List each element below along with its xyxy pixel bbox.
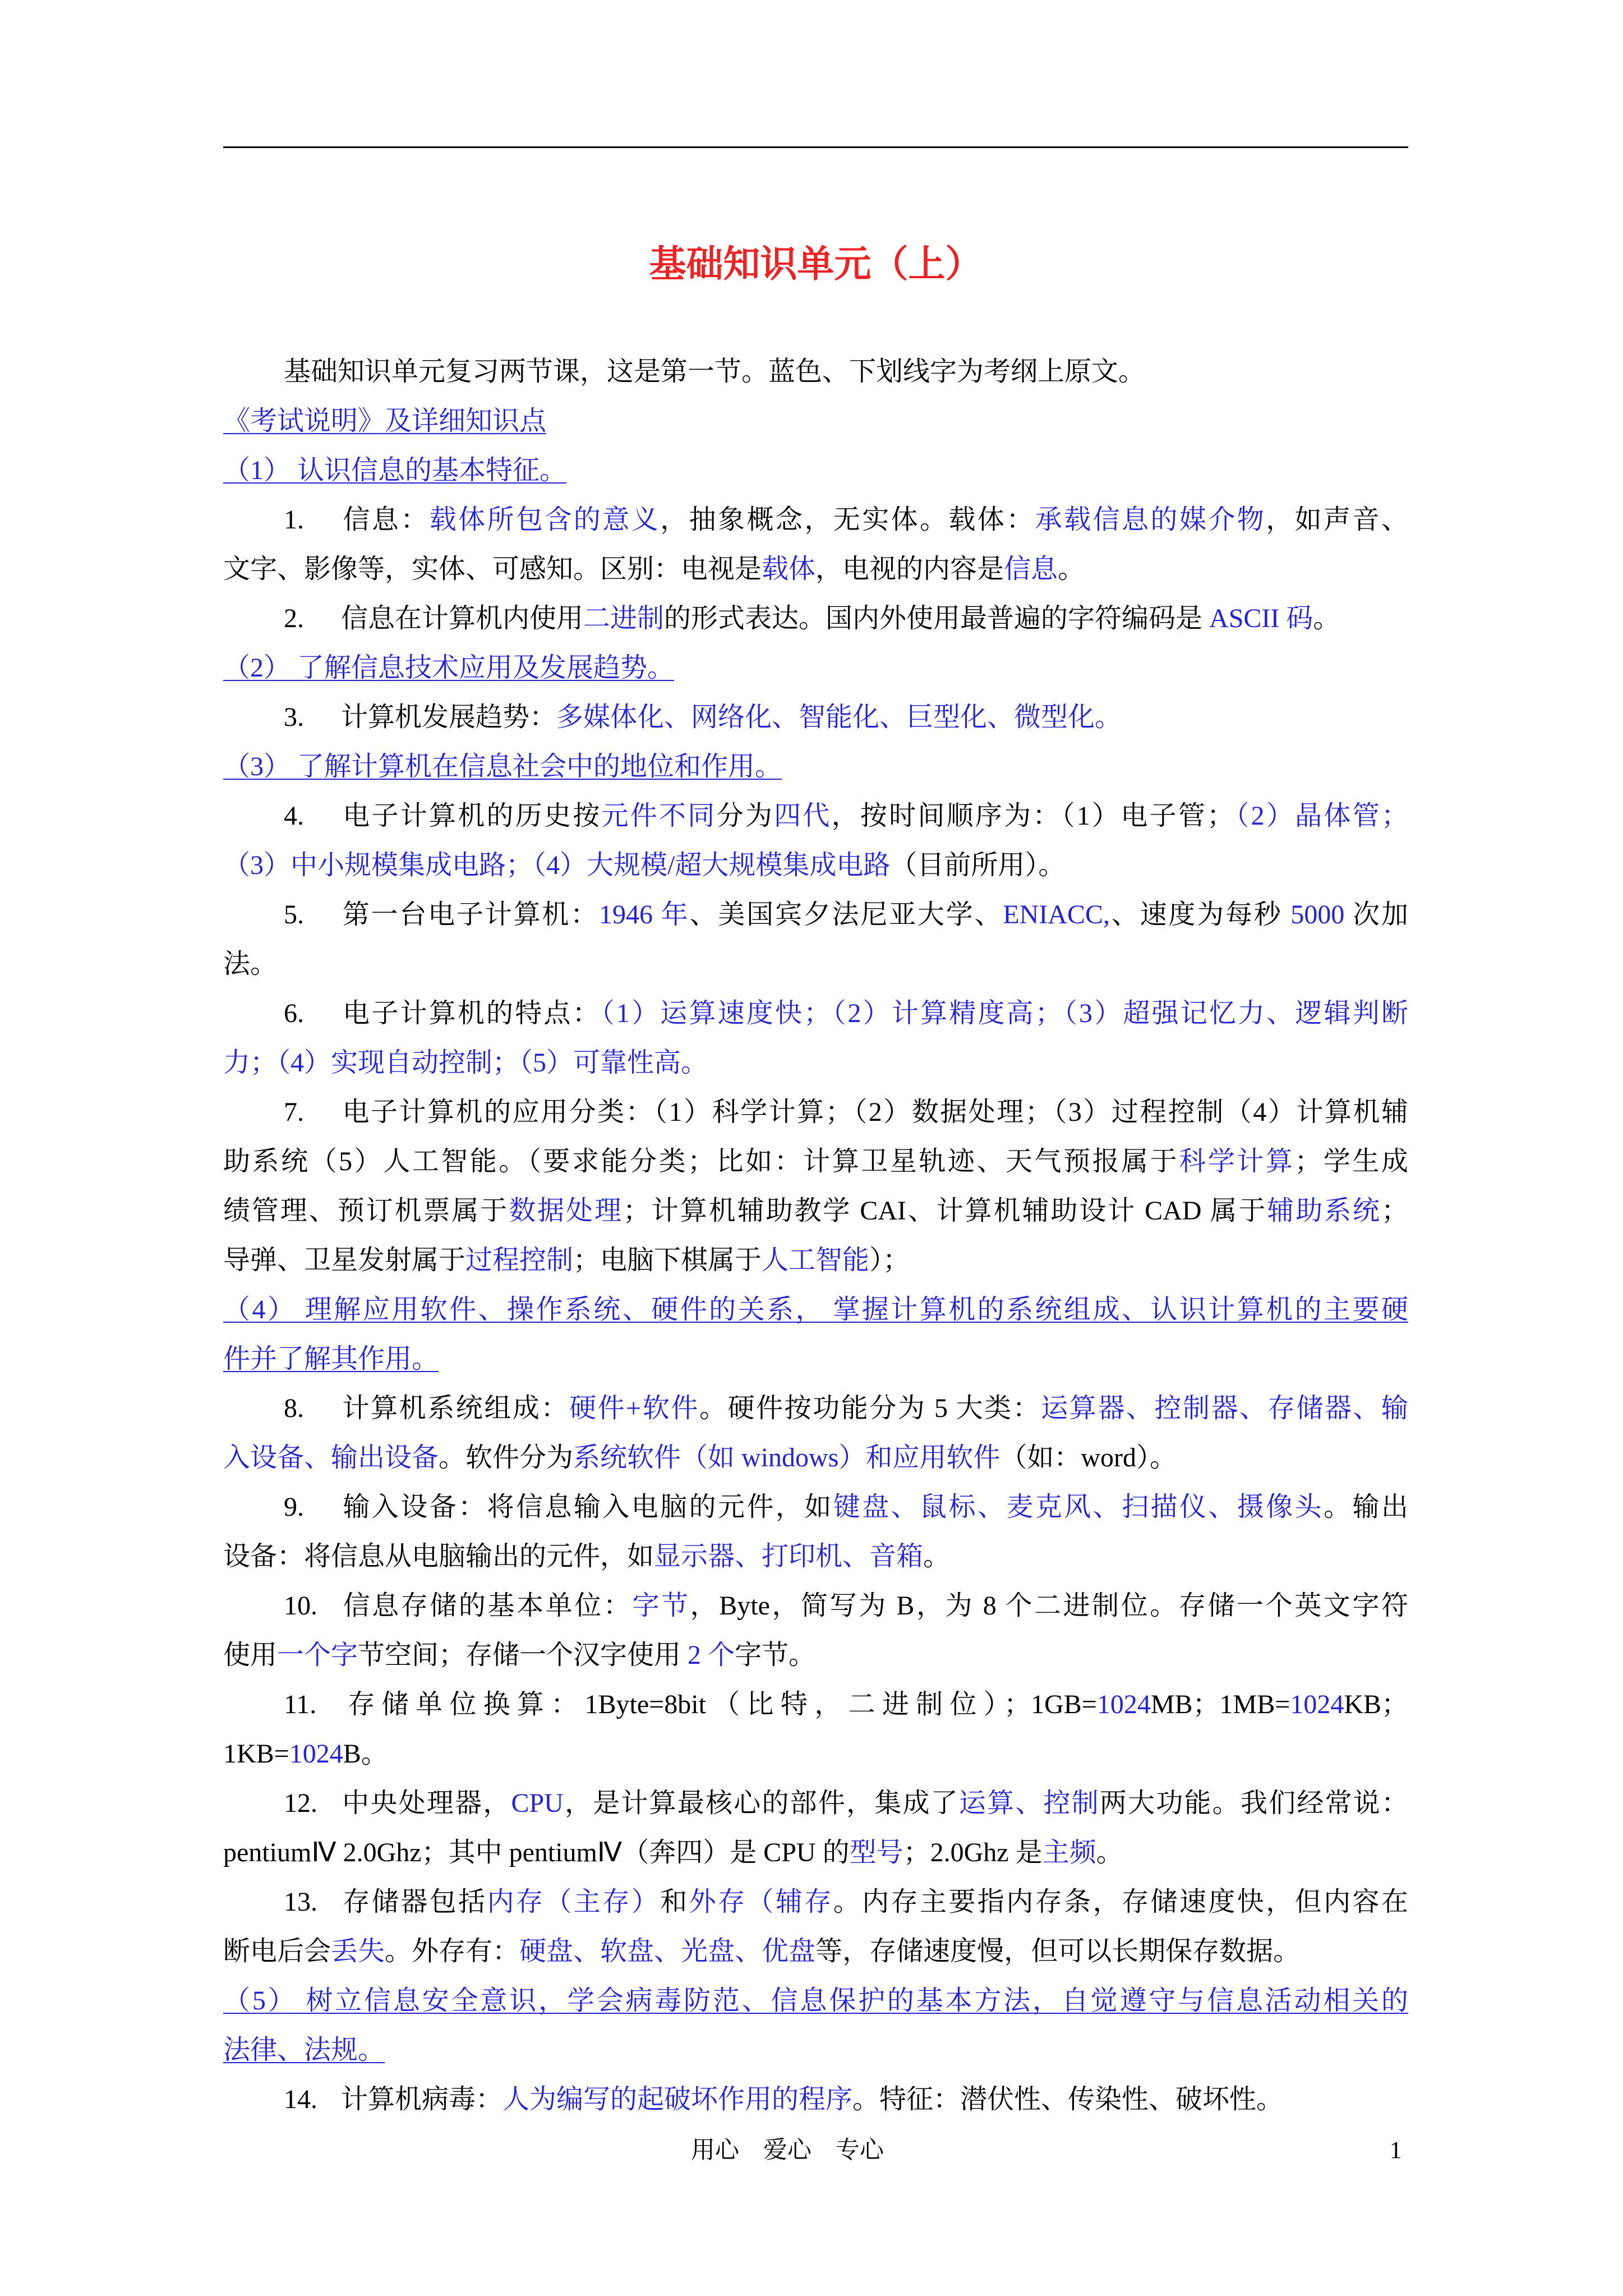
syllabus-text: 主频: [1042, 1838, 1096, 1867]
syllabus-standard: [223, 742, 1408, 792]
point-number: 10.: [284, 1591, 317, 1621]
point-number: 8.: [284, 1393, 304, 1423]
syllabus-text: 系统软件（如 windows）和应用软件: [573, 1443, 1000, 1473]
syllabus-text: （3） 了解计算机在信息社会中的地位和作用。: [223, 752, 782, 781]
text-line: [223, 1236, 1408, 1285]
text-line: [223, 1038, 1408, 1088]
syllabus-text: 1024: [1096, 1690, 1151, 1719]
body-text: KB；: [1344, 1690, 1408, 1719]
body-text: 文字、影像等，实体、可感知。区别：电视是: [223, 554, 762, 584]
body-text: 两大功能。我们经常说：: [1099, 1788, 1408, 1818]
syllabus-text: 运算器、控制器、存储器、输: [1041, 1393, 1408, 1423]
intro-paragraph: [223, 347, 1408, 397]
syllabus-text: CPU: [511, 1788, 564, 1818]
point-number: 12.: [284, 1788, 317, 1818]
syllabus-text: 2 个: [688, 1640, 735, 1670]
body-text: 助系统（5）人工智能。（要求能分类；比如：计算卫星轨迹、天气预报属于: [223, 1147, 1179, 1176]
syllabus-text: 丢失: [331, 1936, 385, 1966]
text-line: [223, 1384, 1408, 1433]
body-text: 计算机系统组成：: [341, 1393, 570, 1423]
body-text: ，如声音、: [1266, 505, 1408, 535]
syllabus-standard: [223, 1285, 1408, 1384]
syllabus-text: ASCII 码: [1209, 604, 1313, 633]
syllabus-standard: [223, 446, 1408, 495]
body-text: 设备：将信息从电脑输出的元件，如: [223, 1542, 654, 1571]
point-number: 9.: [284, 1492, 304, 1522]
syllabus-text: 人为编写的起破坏作用的程序: [502, 2085, 853, 2114]
text-line: [223, 841, 1408, 890]
body-text: ，抽象概念，无实体。载体：: [660, 505, 1035, 535]
point-number: 13.: [284, 1887, 317, 1917]
body-text: 信息在计算机内使用: [341, 604, 584, 633]
body-text: 法。: [223, 949, 278, 979]
syllabus-standard: [223, 1976, 1408, 2075]
point-number: 6.: [284, 999, 304, 1028]
knowledge-point: [223, 890, 1408, 989]
text-line: [223, 1729, 1408, 1779]
syllabus-text: （3）中小规模集成电路；（4）大规模/超大规模集成电路: [223, 850, 891, 880]
syllabus-text: 二进制: [583, 604, 665, 633]
syllabus-text: 运算、控制: [958, 1788, 1100, 1818]
page-title: 基础知识单元（上）: [649, 244, 983, 285]
syllabus-text: 力；（4）实现自动控制；（5）可靠性高。: [223, 1048, 708, 1078]
syllabus-heading-text: 《考试说明》及详细知识点: [223, 406, 547, 436]
body-text: （如：word）。: [1000, 1443, 1177, 1473]
syllabus-text: 信息: [1004, 554, 1058, 584]
knowledge-point: [223, 1779, 1408, 1878]
text-line: [223, 1186, 1408, 1236]
document-body: [223, 347, 1408, 2124]
syllabus-text: （2）晶体管；: [1234, 801, 1408, 831]
syllabus-text: 四代: [774, 801, 832, 831]
body-text: ；计算机辅助教学 CAI、计算机辅助设计 CAD 属于: [623, 1196, 1267, 1226]
syllabus-text: 载体: [762, 554, 816, 584]
body-text: 电子计算机的历史按: [341, 801, 602, 831]
body-text: ；2.0Ghz 是: [903, 1838, 1043, 1867]
point-number: 7.: [284, 1097, 304, 1127]
knowledge-point: [223, 594, 1408, 643]
text-line: [223, 1532, 1408, 1581]
body-text: 。特征：潜伏性、传染性、破坏性。: [852, 2085, 1284, 2114]
text-line: [223, 1483, 1408, 1532]
syllabus-text: 元件不同: [601, 801, 717, 831]
syllabus-text: 硬件+软件: [569, 1393, 699, 1423]
text-line: [223, 693, 1408, 742]
body-text: （目前所用）。: [890, 850, 1066, 880]
body-text: 。内存主要指内存条，存储速度快，但内容在: [833, 1887, 1408, 1917]
body-text: 信息存储的基本单位：: [341, 1591, 633, 1621]
syllabus-text: 人工智能: [762, 1245, 870, 1275]
text-line: [223, 792, 1408, 841]
body-text: MB；1MB=: [1150, 1690, 1290, 1719]
text-line: [223, 1285, 1408, 1335]
body-text: 。输出: [1324, 1492, 1408, 1522]
syllabus-text: （4） 理解应用软件、操作系统、硬件的关系， 掌握计算机的系统组成、认识计算机的主要硬: [223, 1295, 1408, 1324]
text-line: [223, 989, 1408, 1038]
body-text: 分为: [716, 801, 774, 831]
point-number: 14.: [284, 2085, 317, 2114]
syllabus-text: 5000: [1290, 900, 1345, 930]
syllabus-text: 科学计算: [1179, 1147, 1295, 1176]
syllabus-text: 件并了解其作用。: [223, 1344, 439, 1374]
point-number: 4.: [284, 801, 304, 831]
syllabus-text: 过程控制: [465, 1245, 574, 1275]
syllabus-text: （1） 认识信息的基本特征。: [223, 455, 567, 485]
body-text: 电子计算机的特点：: [341, 999, 601, 1028]
knowledge-point: [223, 693, 1408, 742]
body-text: 存储单位换算：1Byte=8bit（比特，二进制位）；1GB=: [341, 1690, 1097, 1719]
text-line: [223, 1433, 1408, 1483]
body-text: 信息：: [341, 505, 430, 535]
body-text: ；学生成: [1294, 1147, 1408, 1176]
syllabus-text: 字节: [632, 1591, 690, 1621]
body-text: 次加: [1344, 900, 1408, 930]
body-text: 第一台电子计算机：: [341, 900, 599, 930]
point-number: 5.: [284, 900, 304, 930]
text-line: [223, 1335, 1408, 1384]
knowledge-blocks: [223, 446, 1408, 2124]
knowledge-point: [223, 792, 1408, 890]
page-number: 1: [1390, 2137, 1402, 2164]
body-text: 等，存储速度慢，但可以长期保存数据。: [815, 1936, 1301, 1966]
text-line: [223, 594, 1408, 643]
body-text: 1KB=: [223, 1739, 289, 1769]
body-text: 。软件分为: [439, 1443, 574, 1473]
body-text: ，按时间顺序为：（1）电子管；: [831, 801, 1234, 831]
body-text: 。: [1096, 1838, 1123, 1867]
body-text: 。硬件按功能分为 5 大类：: [699, 1393, 1041, 1423]
body-text: 断电后会: [223, 1936, 331, 1966]
text-line: [223, 643, 1408, 693]
body-text: 节空间；存储一个汉字使用: [358, 1640, 688, 1670]
text-line: [223, 1137, 1408, 1186]
text-line: [223, 1976, 1408, 2026]
knowledge-point: [223, 495, 1408, 594]
body-text: 绩管理、预订机票属于: [223, 1196, 509, 1226]
body-text: 的形式表达。国内外使用最普遍的字符编码是: [664, 604, 1210, 633]
syllabus-text: 1946 年: [598, 900, 690, 930]
syllabus-standard: [223, 643, 1408, 693]
body-text: ；电脑下棋属于: [573, 1245, 762, 1275]
text-line: [223, 446, 1408, 495]
syllabus-text: 1024: [289, 1739, 343, 1769]
syllabus-text: 多媒体化、网络化、智能化、巨型化、微型化。: [556, 702, 1122, 732]
text-line: [223, 1828, 1408, 1878]
knowledge-point: [223, 1384, 1408, 1483]
knowledge-point: [223, 2075, 1408, 2124]
body-text: 中央处理器，: [341, 1788, 511, 1818]
syllabus-text: 载体所包含的意义: [429, 505, 661, 535]
knowledge-point: [223, 1581, 1408, 1680]
body-text: 字节。: [735, 1640, 816, 1670]
knowledge-point: [223, 1088, 1408, 1285]
body-text: 。: [923, 1542, 951, 1571]
text-line: [223, 742, 1408, 792]
body-text: 计算机病毒：: [341, 2085, 503, 2114]
header-rule: [223, 146, 1408, 148]
body-text: pentiumⅣ 2.0Ghz；其中 pentiumⅣ（奔四）是 CPU 的: [223, 1838, 850, 1867]
syllabus-text: 键盘、鼠标、麦克风、扫描仪、摄像头: [833, 1492, 1324, 1522]
syllabus-text: 一个字: [277, 1640, 358, 1670]
body-text: 。: [1313, 604, 1340, 633]
body-text: ）；: [869, 1245, 910, 1275]
knowledge-point: [223, 989, 1408, 1088]
body-text: 计算机发展趋势：: [341, 702, 557, 732]
syllabus-text: （1）运算速度快；（2）计算精度高；（3）超强记忆力、逻辑判断: [601, 999, 1408, 1028]
knowledge-point: [223, 1483, 1408, 1581]
body-text: 存储器包括: [341, 1887, 487, 1917]
syllabus-text: 法律、法规。: [223, 2035, 385, 2065]
text-line: [223, 2075, 1408, 2124]
syllabus-text: 型号: [849, 1838, 903, 1867]
text-line: [223, 1680, 1408, 1729]
body-text: 使用: [223, 1640, 278, 1670]
body-text: 、美国宾夕法尼亚大学、: [689, 900, 1003, 930]
knowledge-point: [223, 1680, 1408, 1779]
syllabus-text: 入设备、输出设备: [223, 1443, 439, 1473]
text-line: [223, 890, 1408, 940]
syllabus-text: 内存（主存）: [487, 1887, 661, 1917]
text-line: [223, 1088, 1408, 1137]
body-text: 和: [660, 1887, 689, 1917]
body-text: 电子计算机的应用分类：（1）科学计算；（2）数据处理；（3）过程控制（4）计算机辅: [341, 1097, 1408, 1127]
point-number: 1.: [284, 505, 304, 535]
syllabus-text: ENIACC,: [1003, 900, 1110, 930]
body-text: ，是计算最核心的部件，集成了: [563, 1788, 959, 1818]
syllabus-text: 1024: [1290, 1690, 1344, 1719]
text-line: [223, 2026, 1408, 2075]
syllabus-text: 外存（辅存: [689, 1887, 833, 1917]
body-text: ；: [1381, 1196, 1408, 1226]
point-number: 2.: [284, 604, 304, 633]
syllabus-text: 数据处理: [509, 1196, 623, 1226]
syllabus-text: （2） 了解信息技术应用及发展趋势。: [223, 653, 675, 683]
syllabus-heading: [223, 397, 1408, 446]
syllabus-text: 硬盘、软盘、光盘、优盘: [519, 1936, 816, 1966]
text-line: [223, 1779, 1408, 1828]
intro-text: 基础知识单元复习两节课，这是第一节。蓝色、下划线字为考纲上原文。: [284, 357, 1146, 386]
text-line: [223, 1927, 1408, 1976]
text-line: [223, 1878, 1408, 1927]
syllabus-text: 辅助系统: [1267, 1196, 1381, 1226]
syllabus-text: （5） 树立信息安全意识，学会病毒防范、信息保护的基本方法，自觉遵守与信息活动相关的: [223, 1986, 1408, 2016]
body-text: 输入设备：将信息输入电脑的元件，如: [341, 1492, 833, 1522]
body-text: 、速度为每秒: [1110, 900, 1291, 930]
text-line: [223, 495, 1408, 545]
body-text: 导弹、卫星发射属于: [223, 1245, 466, 1275]
text-line: [223, 940, 1408, 989]
text-line: [223, 545, 1408, 594]
body-text: 。外存有：: [385, 1936, 520, 1966]
body-text: 。: [1058, 554, 1085, 584]
text-line: [223, 1631, 1408, 1680]
footer-motto: 用心 爱心 专心: [691, 2137, 884, 2164]
syllabus-text: 显示器、打印机、音箱: [654, 1542, 924, 1571]
syllabus-text: 承载信息的媒介物: [1035, 505, 1266, 535]
point-number: 3.: [284, 702, 304, 732]
body-text: B。: [343, 1739, 388, 1769]
body-text: ，Byte，简写为 B，为 8 个二进制位。存储一个英文字符: [690, 1591, 1408, 1621]
point-number: 11.: [284, 1690, 317, 1719]
knowledge-point: [223, 1878, 1408, 1976]
body-text: ，电视的内容是: [815, 554, 1004, 584]
text-line: [223, 1581, 1408, 1631]
